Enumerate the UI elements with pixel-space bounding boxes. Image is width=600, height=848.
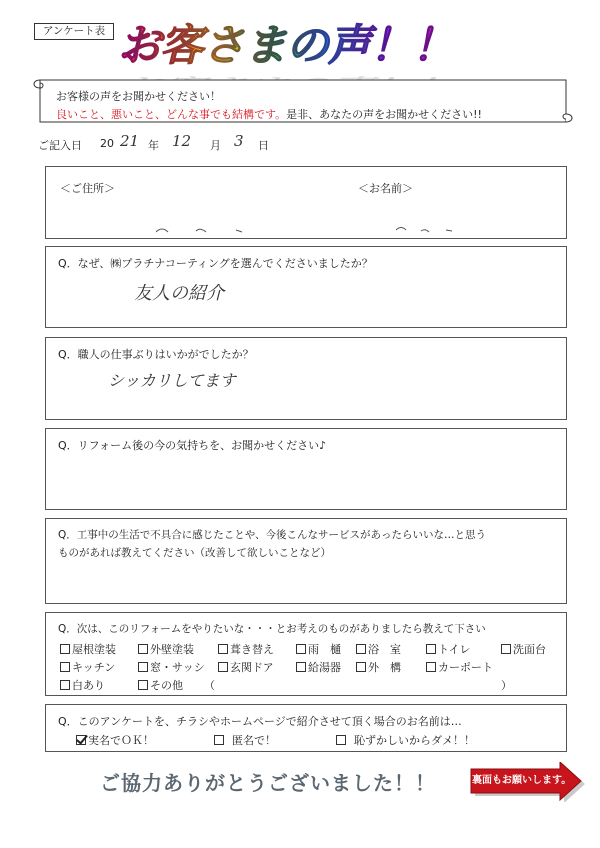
question-2-box[interactable] bbox=[45, 337, 567, 420]
form-title bbox=[118, 18, 518, 78]
checkbox-icon[interactable] bbox=[296, 644, 306, 654]
checkbox-icon[interactable] bbox=[60, 680, 70, 690]
checkbox-icon[interactable] bbox=[138, 680, 148, 690]
checkbox-icon[interactable] bbox=[138, 644, 148, 654]
checkbox-icon[interactable] bbox=[426, 644, 436, 654]
date-day-value[interactable]: 3 bbox=[234, 132, 244, 150]
question-6-text: Q．このアンケートを、チラシやホームページで紹介させて頂く場合のお名前は… bbox=[58, 715, 462, 728]
option-other[interactable]: その他 bbox=[138, 677, 183, 693]
option-wall-paint[interactable]: 外壁塗装 bbox=[138, 641, 194, 657]
back-page-note: 裏面もお願いします。 bbox=[472, 775, 572, 786]
question-4-line-1: Q．工事中の生活で不具合に感じたことや、今後こんなサービスがあったらいいな…と思う bbox=[58, 529, 486, 541]
date-label: ご記入日 bbox=[38, 139, 82, 152]
question-6-box bbox=[45, 704, 567, 752]
question-3-box[interactable] bbox=[45, 428, 567, 510]
intro-line-2 bbox=[56, 106, 482, 122]
checkbox-icon[interactable] bbox=[426, 662, 436, 672]
date-year-unit: 年 bbox=[148, 139, 159, 152]
intro-scroll-banner bbox=[30, 72, 576, 127]
checkbox-icon[interactable] bbox=[60, 644, 70, 654]
checkbox-icon[interactable] bbox=[214, 735, 224, 745]
date-year-prefix: 20 bbox=[100, 137, 114, 150]
other-paren-close: ） bbox=[501, 679, 512, 692]
option-water-heater[interactable]: 給湯器 bbox=[296, 659, 341, 675]
option-toilet[interactable]: トイレ bbox=[426, 641, 470, 657]
intro-line-2-red: 良いこと、悪いこと、どんな事でも結構です。 bbox=[56, 108, 287, 121]
address-label: ＜ご住所＞ bbox=[60, 182, 115, 195]
checkbox-icon[interactable] bbox=[60, 662, 70, 672]
question-5-text: Q．次は、このリフォームをやりたいな・・・とお考えのものがありましたら教えて下さい bbox=[58, 623, 486, 635]
question-1-answer[interactable]: 友人の紹介 bbox=[134, 283, 224, 304]
question-4-line-2: ものがあれば教えてください（改善して欲しいことなど） bbox=[58, 547, 331, 559]
date-month-value[interactable]: 12 bbox=[172, 132, 192, 150]
option-termites[interactable]: 白あり bbox=[60, 677, 105, 693]
name-label: ＜お名前＞ bbox=[358, 182, 413, 195]
option-entrance-door[interactable]: 玄関ドア bbox=[218, 659, 274, 675]
option-kitchen[interactable]: キッチン bbox=[60, 659, 115, 675]
date-day-unit: 日 bbox=[258, 139, 269, 152]
option-roof-paint[interactable]: 屋根塗装 bbox=[60, 641, 116, 657]
option-washbasin[interactable]: 洗面台 bbox=[501, 641, 546, 657]
option-anonymous[interactable]: 匿名で！ bbox=[214, 732, 276, 748]
date-year-value[interactable]: 21 bbox=[120, 132, 140, 150]
redacted-handwriting-icon bbox=[46, 218, 566, 238]
form-type-tag: アンケート表 bbox=[34, 23, 114, 40]
other-paren-open: （ bbox=[204, 679, 215, 692]
option-window-sash[interactable]: 窓・サッシ bbox=[138, 659, 205, 675]
checkbox-icon[interactable] bbox=[296, 662, 306, 672]
checkbox-checked-icon[interactable] bbox=[76, 735, 86, 745]
question-2-answer[interactable]: シッカリしてます bbox=[108, 371, 236, 390]
checkbox-icon[interactable] bbox=[356, 662, 366, 672]
question-3-text: Q．リフォーム後の今の気持ちを、お聞かせください♪ bbox=[58, 439, 327, 452]
question-2-text: Q．職人の仕事ぶりはいかがでしたか？ bbox=[58, 348, 254, 361]
thank-you-message: ご協力ありがとうございました！！ bbox=[100, 771, 436, 795]
option-carport[interactable]: カーポート bbox=[426, 659, 493, 675]
option-exterior[interactable]: 外 構 bbox=[356, 659, 401, 675]
checkbox-icon[interactable] bbox=[138, 662, 148, 672]
option-real-name-ok[interactable]: 実名でＯＫ！ bbox=[76, 732, 154, 748]
intro-line-1: お客様の声をお聞かせください！ bbox=[56, 90, 221, 103]
checkbox-icon[interactable] bbox=[356, 644, 366, 654]
address-name-box[interactable] bbox=[45, 166, 567, 239]
date-month-unit: 月 bbox=[210, 139, 221, 152]
checkbox-icon[interactable] bbox=[218, 662, 228, 672]
option-bathroom[interactable]: 浴 室 bbox=[356, 641, 401, 657]
option-no-name[interactable]: 恥ずかしいからダメ！！ bbox=[336, 732, 475, 748]
checkbox-icon[interactable] bbox=[501, 644, 511, 654]
question-4-box[interactable] bbox=[45, 518, 567, 604]
question-1-text: Q．なぜ、㈱プラチナコーティングを選んでくださいましたか？ bbox=[58, 257, 373, 270]
checkbox-icon[interactable] bbox=[336, 735, 346, 745]
intro-line-2-rest: 是非、あなたの声をお聞かせください!! bbox=[286, 108, 482, 121]
question-5-box bbox=[45, 612, 567, 696]
option-gutter[interactable]: 雨 樋 bbox=[296, 641, 341, 657]
option-reroof[interactable]: 葺き替え bbox=[218, 641, 274, 657]
checkbox-icon[interactable] bbox=[218, 644, 228, 654]
title-text: お客さまの声！！ bbox=[118, 18, 454, 74]
question-1-box[interactable] bbox=[45, 246, 567, 328]
